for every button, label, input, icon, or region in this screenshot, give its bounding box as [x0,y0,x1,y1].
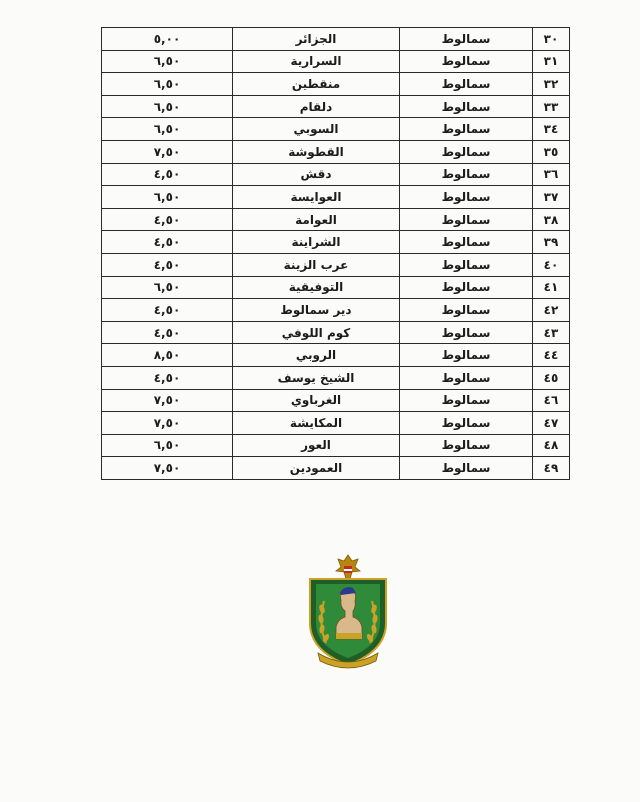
center-cell: سمالوط [400,73,533,96]
center-cell: سمالوط [400,434,533,457]
fare-cell: ٤,٥٠ [102,253,233,276]
row-number: ٣٤ [533,118,570,141]
row-number: ٣٢ [533,73,570,96]
village-cell: المكايشة [233,412,400,435]
fare-table-body [102,28,570,480]
fare-cell: ٤,٥٠ [102,231,233,254]
center-cell: سمالوط [400,276,533,299]
row-number: ٣٥ [533,140,570,163]
center-cell: سمالوط [400,163,533,186]
village-cell: عرب الزينة [233,253,400,276]
village-cell: دقش [233,163,400,186]
fare-cell: ٦,٥٠ [102,276,233,299]
row-number: ٤١ [533,276,570,299]
row-number: ٣٧ [533,186,570,209]
fare-cell: ٦,٥٠ [102,95,233,118]
row-number: ٤٨ [533,434,570,457]
center-cell: سمالوط [400,140,533,163]
eagle-icon [336,555,360,579]
table-row [102,118,570,141]
fare-cell: ٤,٥٠ [102,299,233,322]
row-number: ٤٣ [533,321,570,344]
table-row [102,208,570,231]
fare-cell: ٧,٥٠ [102,140,233,163]
row-number: ٤٢ [533,299,570,322]
village-cell: كوم اللوفي [233,321,400,344]
table-row [102,163,570,186]
village-cell: الغرباوي [233,389,400,412]
fare-cell: ٦,٥٠ [102,73,233,96]
fare-cell: ٤,٥٠ [102,321,233,344]
row-number: ٤٤ [533,344,570,367]
fare-cell: ٦,٥٠ [102,434,233,457]
row-number: ٤٩ [533,457,570,480]
village-cell: دير سمالوط [233,299,400,322]
fare-cell: ٤,٥٠ [102,208,233,231]
village-cell: منقطين [233,73,400,96]
fare-cell: ٨,٥٠ [102,344,233,367]
table-row [102,140,570,163]
fare-cell: ٤,٥٠ [102,366,233,389]
center-cell: سمالوط [400,457,533,480]
fare-cell: ٦,٥٠ [102,50,233,73]
table-row [102,389,570,412]
center-cell: سمالوط [400,366,533,389]
table-row [102,366,570,389]
village-cell: الجزائر [233,28,400,51]
village-cell: العمودين [233,457,400,480]
table-row [102,253,570,276]
center-cell: سمالوط [400,186,533,209]
fare-cell: ٧,٥٠ [102,389,233,412]
table-row [102,344,570,367]
village-cell: القطوشة [233,140,400,163]
center-cell: سمالوط [400,50,533,73]
village-cell: العور [233,434,400,457]
center-cell: سمالوط [400,118,533,141]
table-row [102,186,570,209]
center-cell: سمالوط [400,389,533,412]
table-row [102,73,570,96]
village-cell: السوبي [233,118,400,141]
center-cell: سمالوط [400,321,533,344]
center-cell: سمالوط [400,208,533,231]
fare-cell: ٤,٥٠ [102,163,233,186]
row-number: ٣٨ [533,208,570,231]
row-number: ٣٠ [533,28,570,51]
table-row [102,299,570,322]
row-number: ٣٦ [533,163,570,186]
village-cell: الروبي [233,344,400,367]
table-row [102,321,570,344]
village-cell: الشيخ يوسف [233,366,400,389]
village-cell: السرارية [233,50,400,73]
center-cell: سمالوط [400,231,533,254]
center-cell: سمالوط [400,253,533,276]
fare-cell: ٧,٥٠ [102,412,233,435]
row-number: ٣٣ [533,95,570,118]
row-number: ٣٩ [533,231,570,254]
center-cell: سمالوط [400,299,533,322]
row-number: ٣١ [533,50,570,73]
table-row [102,50,570,73]
row-number: ٤٧ [533,412,570,435]
village-cell: العوامة [233,208,400,231]
fare-cell: ٧,٥٠ [102,457,233,480]
table-row [102,457,570,480]
row-number: ٤٠ [533,253,570,276]
row-number: ٤٥ [533,366,570,389]
table-row [102,231,570,254]
fare-cell: ٥,٠٠ [102,28,233,51]
center-cell: سمالوط [400,28,533,51]
village-cell: التوفيقية [233,276,400,299]
table-row [102,276,570,299]
table-row [102,95,570,118]
fare-table [101,27,570,480]
fare-cell: ٦,٥٠ [102,186,233,209]
center-cell: سمالوط [400,95,533,118]
fare-cell: ٦,٥٠ [102,118,233,141]
village-cell: العوايسة [233,186,400,209]
governorate-emblem-icon [300,553,396,675]
table-row [102,434,570,457]
center-cell: سمالوط [400,344,533,367]
center-cell: سمالوط [400,412,533,435]
village-cell: دلقام [233,95,400,118]
row-number: ٤٦ [533,389,570,412]
table-row [102,412,570,435]
table-row [102,28,570,51]
village-cell: الشراينة [233,231,400,254]
